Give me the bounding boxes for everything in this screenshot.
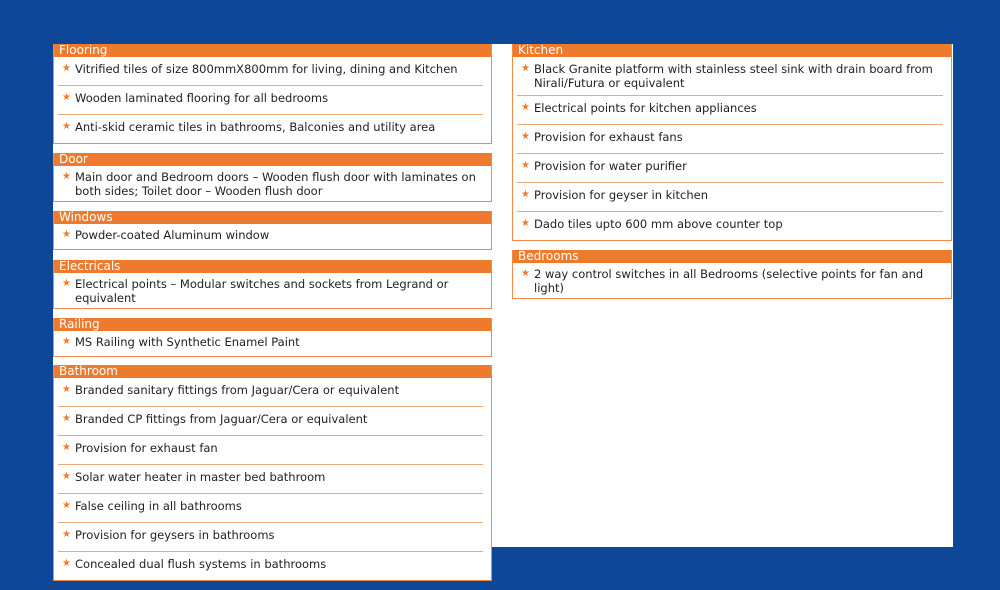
section-title: Electricals [54, 260, 491, 273]
star-icon: ★ [521, 268, 530, 279]
list-item: ★ Provision for water purifier [517, 154, 943, 183]
section-title: Railing [54, 318, 491, 331]
section-bathroom [53, 365, 492, 581]
star-icon: ★ [62, 500, 71, 511]
star-icon: ★ [62, 384, 71, 395]
star-icon: ★ [62, 558, 71, 569]
list-item: ★ Branded CP fittings from Jaguar/Cera or equivalent [58, 407, 483, 436]
list-item: ★ Electrical points for kitchen appliances [517, 96, 943, 125]
list-item: ★ Provision for geysers in bathrooms [58, 523, 483, 552]
list-item: ★ Provision for geyser in kitchen [517, 183, 943, 212]
star-icon: ★ [62, 63, 71, 74]
list-item: ★ Electrical points – Modular switches and sockets from Legrand or equivalent [58, 273, 483, 308]
list-item: ★ Main door and Bedroom doors – Wooden flush door with laminates on both sides; Toilet door – Wooden flush door [58, 166, 483, 201]
section-electricals [53, 260, 492, 309]
star-icon: ★ [521, 131, 530, 142]
star-icon: ★ [521, 218, 530, 229]
right-column [512, 44, 952, 308]
section-title: Bedrooms [513, 250, 951, 263]
specification-sheet [53, 43, 953, 571]
list-item: ★ Vitrified tiles of size 800mmX800mm for living, dining and Kitchen [58, 57, 483, 86]
list-item: ★ Wooden laminated flooring for all bedrooms [58, 86, 483, 115]
section-title: Windows [54, 211, 491, 224]
section-bedrooms [512, 250, 952, 299]
star-icon: ★ [521, 102, 530, 113]
star-icon: ★ [62, 529, 71, 540]
section-title: Bathroom [54, 365, 491, 378]
star-icon: ★ [62, 171, 71, 182]
list-item: ★ Solar water heater in master bed bathroom [58, 465, 483, 494]
star-icon: ★ [62, 229, 71, 240]
section-kitchen [512, 44, 952, 241]
list-item: ★ Provision for exhaust fans [517, 125, 943, 154]
list-item: ★ MS Railing with Synthetic Enamel Paint [58, 331, 483, 356]
section-railing [53, 318, 492, 357]
star-icon: ★ [521, 63, 530, 74]
list-item: ★ Concealed dual flush systems in bathrooms [58, 552, 483, 580]
star-icon: ★ [521, 189, 530, 200]
star-icon: ★ [521, 160, 530, 171]
list-item: ★ Provision for exhaust fan [58, 436, 483, 465]
list-item: ★ Dado tiles upto 600 mm above counter top [517, 212, 943, 240]
list-item: ★ Black Granite platform with stainless steel sink with drain board from Nirali/Futura or equivalent [517, 57, 943, 96]
star-icon: ★ [62, 442, 71, 453]
star-icon: ★ [62, 278, 71, 289]
section-title: Door [54, 153, 491, 166]
section-title: Kitchen [513, 44, 951, 57]
list-item: ★ Anti-skid ceramic tiles in bathrooms, Balconies and utility area [58, 115, 483, 143]
section-flooring [53, 44, 492, 144]
star-icon: ★ [62, 92, 71, 103]
star-icon: ★ [62, 471, 71, 482]
list-item: ★ Branded sanitary fittings from Jaguar/Cera or equivalent [58, 378, 483, 407]
star-icon: ★ [62, 413, 71, 424]
list-item: ★ Powder-coated Aluminum window [58, 224, 483, 249]
list-item: ★ 2 way control switches in all Bedrooms (selective points for fan and light) [517, 263, 943, 298]
section-windows [53, 211, 492, 250]
star-icon: ★ [62, 336, 71, 347]
section-door [53, 153, 492, 202]
star-icon: ★ [62, 121, 71, 132]
list-item: ★ False ceiling in all bathrooms [58, 494, 483, 523]
section-title: Flooring [54, 44, 491, 57]
left-column [53, 44, 492, 590]
